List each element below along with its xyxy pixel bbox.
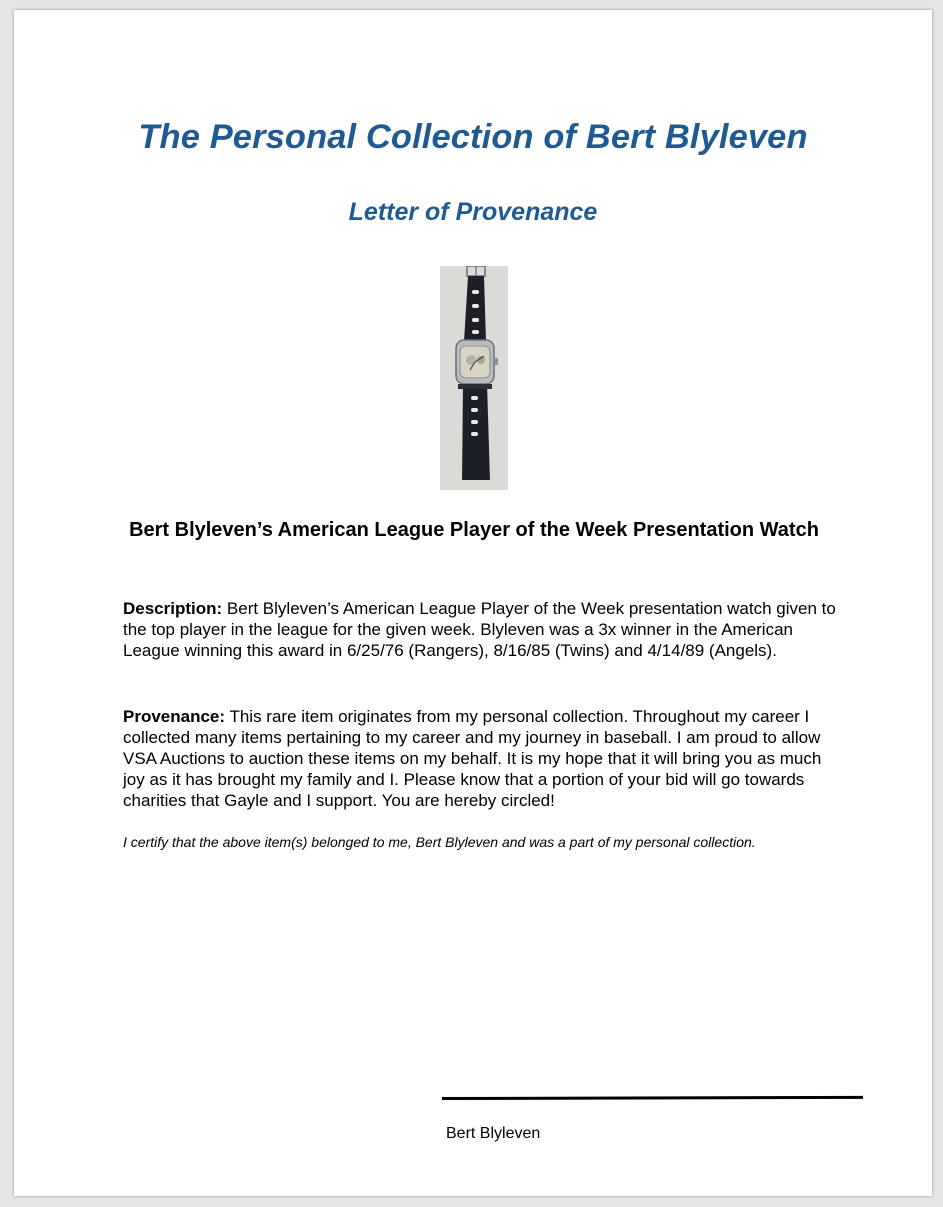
description-label: Description: <box>123 599 223 618</box>
document-page <box>14 10 932 1196</box>
certification-statement: I certify that the above item(s) belonged to me, Bert Blyleven and was a part of my personal collection. <box>123 834 756 850</box>
signature-line <box>442 1096 863 1100</box>
provenance-paragraph <box>123 706 838 811</box>
description-paragraph <box>123 598 838 661</box>
signature-name: Bert Blyleven <box>446 1125 541 1142</box>
item-heading: Bert Blyleven’s American League Player of the Week Presentation Watch <box>129 519 819 541</box>
watch-photo <box>440 266 508 490</box>
provenance-label: Provenance: <box>123 707 226 726</box>
document-subtitle: Letter of Provenance <box>348 198 598 226</box>
document-title: The Personal Collection of Bert Blyleven <box>138 118 808 156</box>
provenance-text: This rare item originates from my personal collection. Throughout my career I collected many items pertaining to my career and my journey in baseball. I am proud to allow VSA Auctions to auction these items on my behalf. It is my hope that it will bring you as much joy as it has brought my family and I. Please know that a portion of your bid will go towards charities that Gayle and I support. You are hereby circled! <box>123 707 822 810</box>
description-text: Bert Blyleven’s American League Player of the Week presentation watch given to the top player in the league for the given week. Blyleven was a 3x winner in the American League winning this award in 6/25/76 (Rangers), 8/16/85 (Twins) and 4/14/89 (Angels). <box>123 599 836 660</box>
